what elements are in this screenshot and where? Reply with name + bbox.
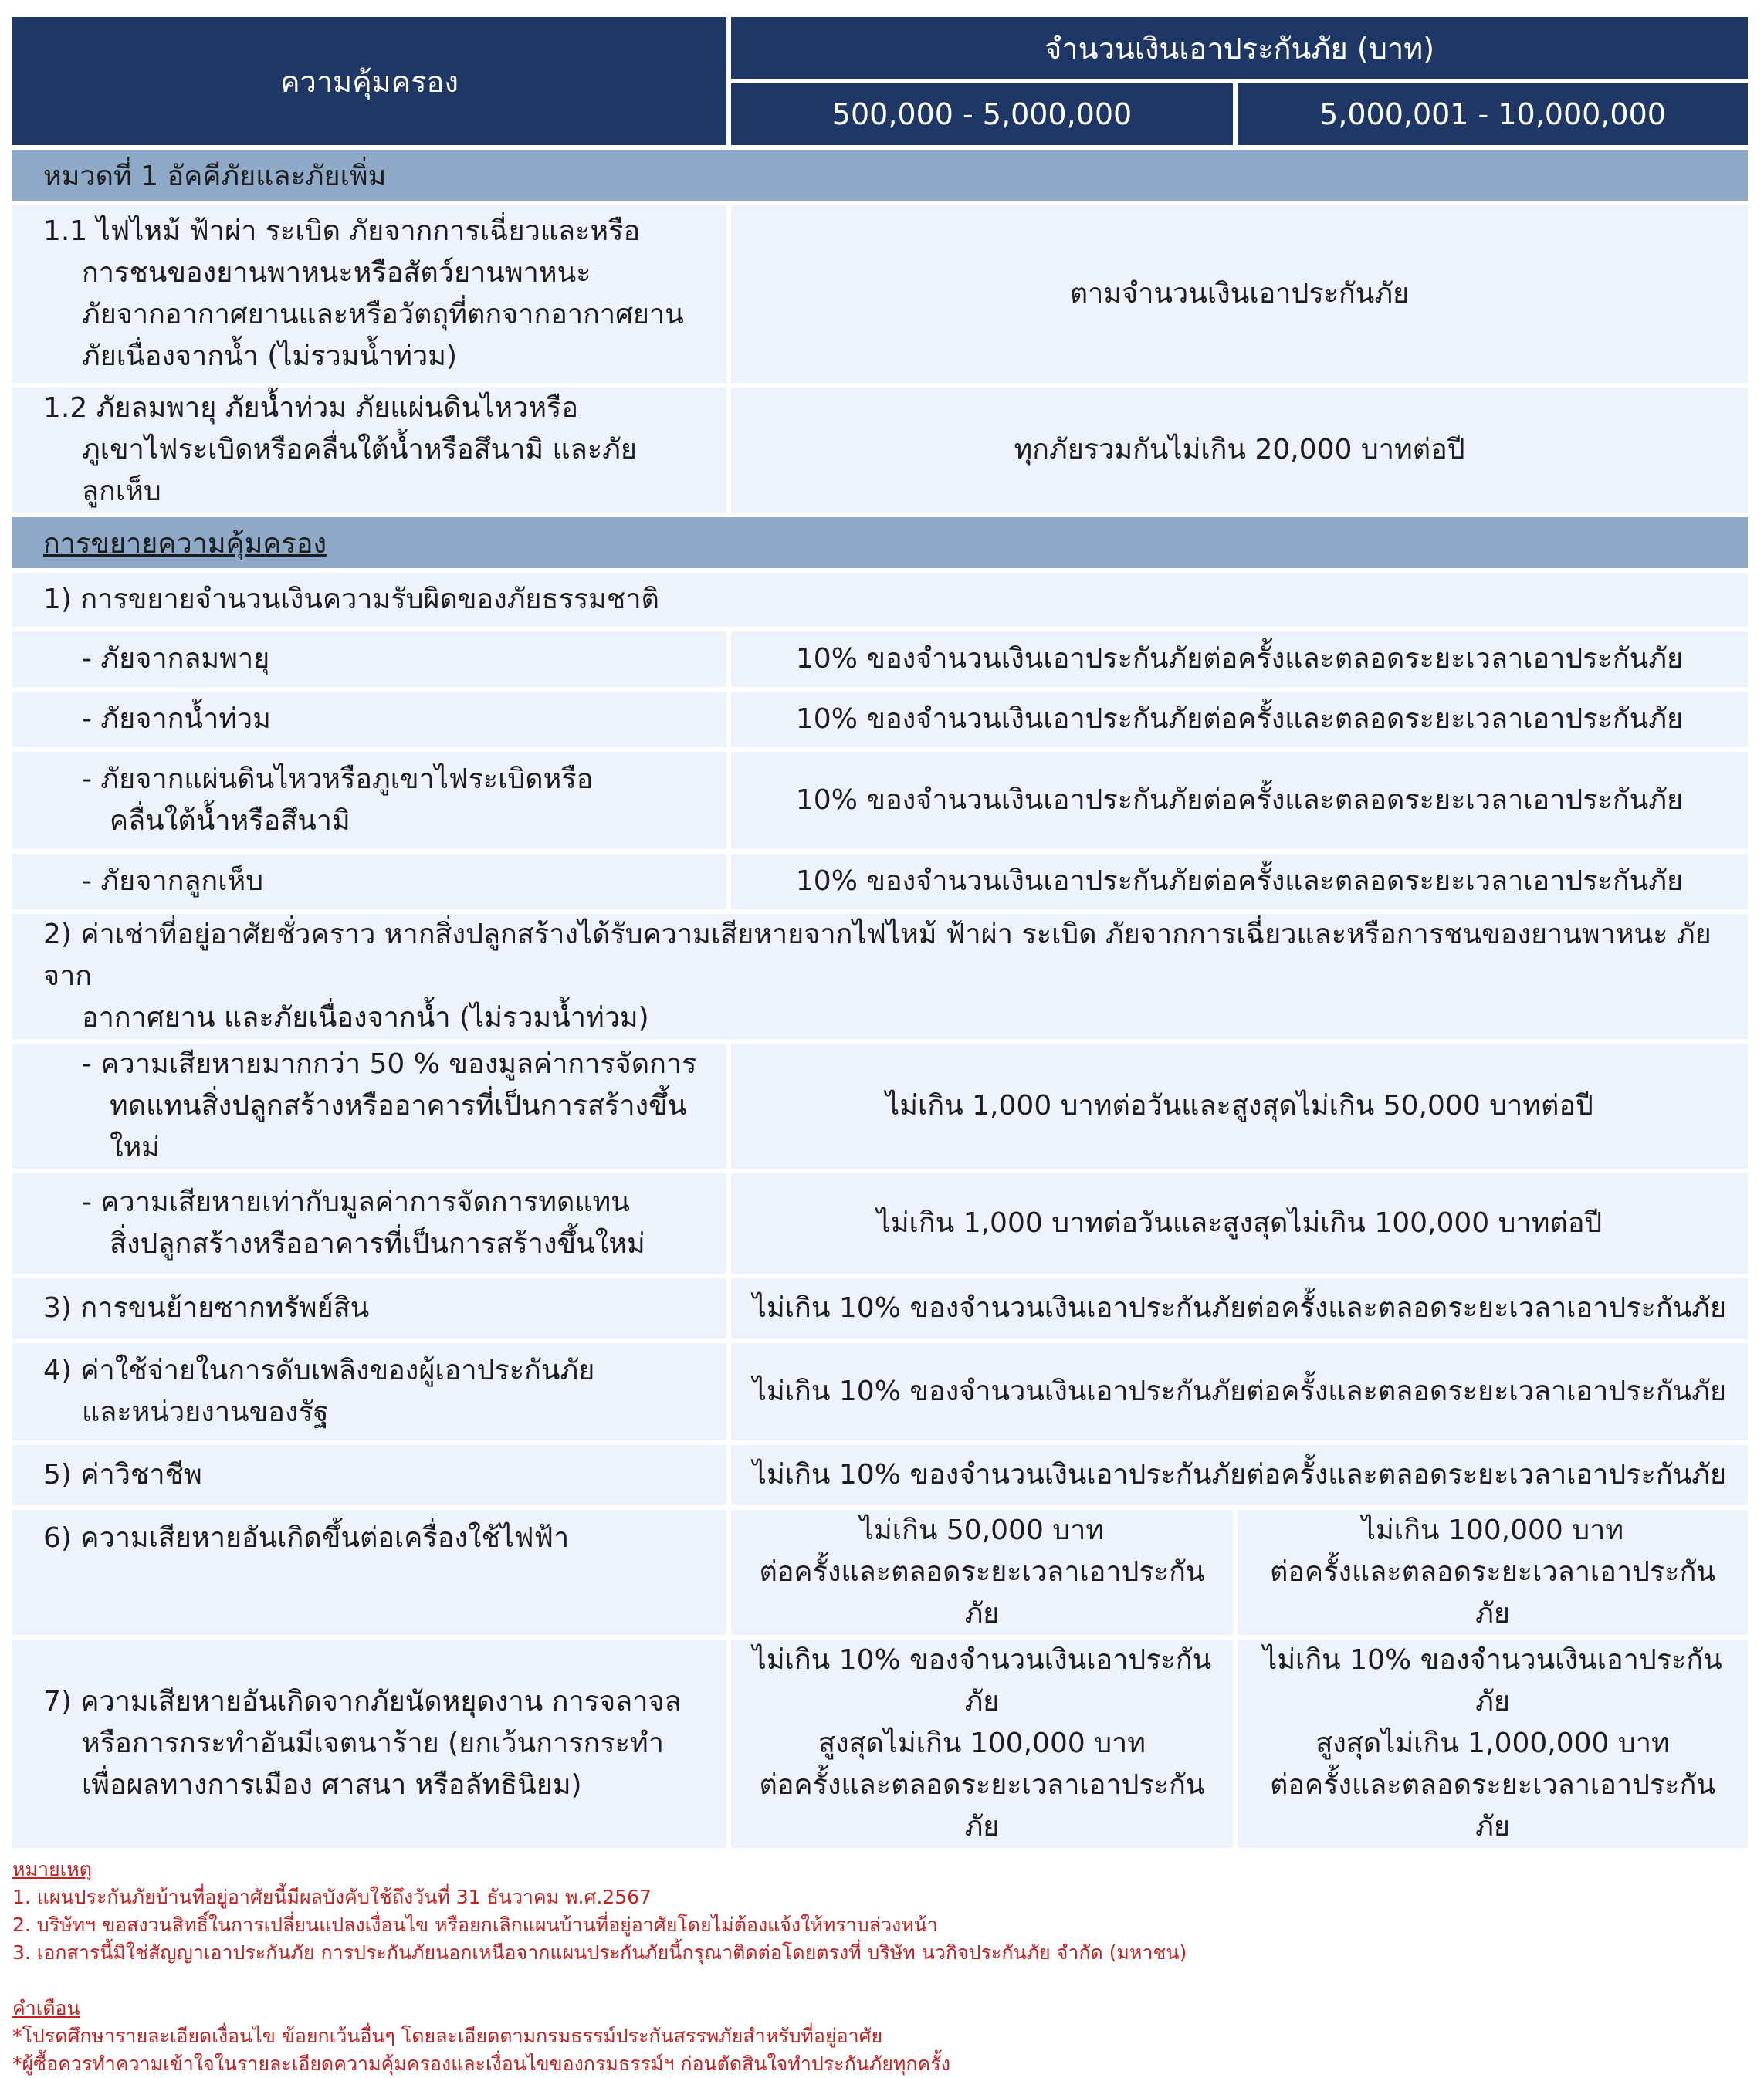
- coverage-sheet: [12, 17, 1743, 2078]
- row-value: 10% ของจำนวนเงินเอาประกันภัยต่อครั้งและตลอดระยะเวลาเอาประกันภัย: [731, 692, 1748, 747]
- table-row: [12, 1173, 1748, 1274]
- note-item: 1. แผนประกันภัยบ้านที่อยู่อาศัยนี้มีผลบังคับใช้ถึงวันที่ 31 ธันวาคม พ.ศ.2567: [12, 1886, 652, 1908]
- table-row: [12, 573, 1748, 627]
- warning-heading: คำเตือน: [12, 1997, 80, 2019]
- row-value: ไม่เกิน 10% ของจำนวนเงินเอาประกันภัยต่อครั้งและตลอดระยะเวลาเอาประกันภัย: [731, 1343, 1748, 1440]
- row-label: 7) ความเสียหายอันเกิดจากภัยนัดหยุดงาน การจลาจล หรือการกระทำอันมีเจตนาร้าย (ยกเว้นการกระทำ เพื่อผลทางการเมือง ศาสนา หรือลัทธินิยม): [12, 1640, 726, 1848]
- row-label: - ภัยจากน้ำท่วม: [12, 692, 726, 747]
- row-label: - ความเสียหายเท่ากับมูลค่าการจัดการทดแทน สิ่งปลูกสร้างหรืออาคารที่เป็นการสร้างขึ้นใหม่: [12, 1173, 726, 1274]
- notes-heading: หมายเหตุ: [12, 1858, 92, 1880]
- note-item: 2. บริษัทฯ ขอสงวนสิทธิ์ในการเปลี่ยนแปลงเงื่อนไข หรือยกเลิกแผนบ้านที่อยู่อาศัยโดยไม่ต้องแจ้งให้ทราบล่วงหน้า: [12, 1914, 938, 1936]
- row-label: 1) การขยายจำนวนเงินความรับผิดของภัยธรรมชาติ: [12, 573, 1748, 627]
- header-tier-1: 500,000 - 5,000,000: [731, 83, 1233, 145]
- table-row: [12, 205, 1748, 383]
- table-row: [12, 1044, 1748, 1169]
- row-value-tier-2: ไม่เกิน 10% ของจำนวนเงินเอาประกันภัย สูงสุดไม่เกิน 1,000,000 บาท ต่อครั้งและตลอดระยะเวลาเอาประกันภัย: [1238, 1640, 1748, 1848]
- row-label: - ภัยจากลมพายุ: [12, 631, 726, 687]
- row-label: 4) ค่าใช้จ่ายในการดับเพลิงของผู้เอาประกันภัย และหน่วยงานของรัฐ: [12, 1343, 726, 1440]
- table-row: [12, 854, 1748, 909]
- row-value: ไม่เกิน 10% ของจำนวนเงินเอาประกันภัยต่อครั้งและตลอดระยะเวลาเอาประกันภัย: [731, 1278, 1748, 1339]
- row-label: 2) ค่าเช่าที่อยู่อาศัยชั่วคราว หากสิ่งปลูกสร้างได้รับความเสียหายจากไฟไหม้ ฟ้าผ่า ระเบิด ภัยจากการเฉี่ยวและหรือการชนของยานพาหนะ ภัยจาก อากาศยาน และภัยเนื่องจากน้ำ (ไม่รวมน้ำท่วม): [12, 914, 1748, 1039]
- row-label: - ภัยจากลูกเห็บ: [12, 854, 726, 909]
- row-value: 10% ของจำนวนเงินเอาประกันภัยต่อครั้งและตลอดระยะเวลาเอาประกันภัย: [731, 631, 1748, 687]
- row-value: ไม่เกิน 1,000 บาทต่อวันและสูงสุดไม่เกิน 100,000 บาทต่อปี: [731, 1173, 1748, 1274]
- label-line: การชนของยานพาหนะหรือสัตว์ยานพาหนะ: [82, 257, 591, 289]
- table-row: [12, 388, 1748, 513]
- header-sum-insured: จำนวนเงินเอาประกันภัย (บาท): [731, 17, 1748, 79]
- coverage-table: [8, 12, 1752, 1853]
- label-line: ภัยเนื่องจากน้ำ (ไม่รวมน้ำท่วม): [82, 340, 458, 372]
- row-label: 5) ค่าวิชาชีพ: [12, 1445, 726, 1505]
- section-1-title: หมวดที่ 1 อัคคีภัยและภัยเพิ่ม: [12, 150, 1748, 201]
- table-row: [12, 1445, 1748, 1505]
- label-line: 1.2 ภัยลมพายุ ภัยน้ำท่วม ภัยแผ่นดินไหวหรือ: [43, 392, 579, 424]
- section-2-title: การขยายความคุ้มครอง: [12, 517, 1748, 568]
- table-row: [12, 631, 1748, 687]
- warning-item: *โปรดศึกษารายละเอียดเงื่อนไข ข้อยกเว้นอื่นๆ โดยละเอียดตามกรมธรรม์ประกันสรรพภัยสำหรับที่อยู่อาศัย: [12, 2025, 883, 2047]
- row-value: 10% ของจำนวนเงินเอาประกันภัยต่อครั้งและตลอดระยะเวลาเอาประกันภัย: [731, 854, 1748, 909]
- row-label: - ความเสียหายมากกว่า 50 % ของมูลค่าการจัดการ ทดแทนสิ่งปลูกสร้างหรืออาคารที่เป็นการสร้างขึ้นใหม่: [12, 1044, 726, 1169]
- row-value-tier-1: ไม่เกิน 10% ของจำนวนเงินเอาประกันภัย สูงสุดไม่เกิน 100,000 บาท ต่อครั้งและตลอดระยะเวลาเอาประกันภัย: [731, 1640, 1233, 1848]
- label-line: ภัยจากอากาศยานและหรือวัตถุที่ตกจากอากาศยาน: [82, 299, 684, 330]
- warning-item: *ผู้ซื้อควรทำความเข้าใจในรายละเอียดความคุ้มครองและเงื่อนไขของกรมธรรม์ฯ ก่อนตัดสินใจทำประกันภัยทุกครั้ง: [12, 2053, 950, 2075]
- table-row: [12, 692, 1748, 747]
- row-value: ตามจำนวนเงินเอาประกันภัย: [731, 205, 1748, 383]
- row-value: 10% ของจำนวนเงินเอาประกันภัยต่อครั้งและตลอดระยะเวลาเอาประกันภัย: [731, 752, 1748, 849]
- table-row: [12, 1343, 1748, 1440]
- table-row: [12, 914, 1748, 1039]
- row-value-tier-1: ไม่เกิน 50,000 บาท ต่อครั้งและตลอดระยะเวลาเอาประกันภัย: [731, 1510, 1233, 1635]
- header-coverage: ความคุ้มครอง: [12, 17, 726, 145]
- row-label: 6) ความเสียหายอันเกิดขึ้นต่อเครื่องใช้ไฟฟ้า: [12, 1510, 726, 1635]
- row-value: ไม่เกิน 1,000 บาทต่อวันและสูงสุดไม่เกิน 50,000 บาทต่อปี: [731, 1044, 1748, 1169]
- row-value: ไม่เกิน 10% ของจำนวนเงินเอาประกันภัยต่อครั้งและตลอดระยะเวลาเอาประกันภัย: [731, 1445, 1748, 1505]
- row-label: - ภัยจากแผ่นดินไหวหรือภูเขาไฟระเบิดหรือ คลื่นใต้น้ำหรือสึนามิ: [12, 752, 726, 849]
- table-row: [12, 1640, 1748, 1848]
- table-row: [12, 752, 1748, 849]
- note-item: 3. เอกสารนี้มิใช่สัญญาเอาประกันภัย การประกันภัยนอกเหนือจากแผนประกันภัยนี้กรุณาติดต่อโดยตรงที่ บริษัท นวกิจประกันภัย จำกัด (มหาชน): [12, 1941, 1187, 1964]
- label-line: ภูเขาไฟระเบิดหรือคลื่นใต้น้ำหรือสึนามิ และภัยลูกเห็บ: [82, 434, 637, 507]
- row-label: [12, 388, 726, 513]
- row-label: [12, 205, 726, 383]
- label-line: 1.1 ไฟไหม้ ฟ้าผ่า ระเบิด ภัยจากการเฉี่ยวและหรือ: [43, 215, 641, 247]
- row-label: 3) การขนย้ายซากทรัพย์สิน: [12, 1278, 726, 1339]
- table-row: [12, 1278, 1748, 1339]
- notes-block: [12, 1856, 1743, 2078]
- row-value-tier-2: ไม่เกิน 100,000 บาท ต่อครั้งและตลอดระยะเวลาเอาประกันภัย: [1238, 1510, 1748, 1635]
- header-tier-2: 5,000,001 - 10,000,000: [1238, 83, 1748, 145]
- row-value: ทุกภัยรวมกันไม่เกิน 20,000 บาทต่อปี: [731, 388, 1748, 513]
- table-row: [12, 1510, 1748, 1635]
